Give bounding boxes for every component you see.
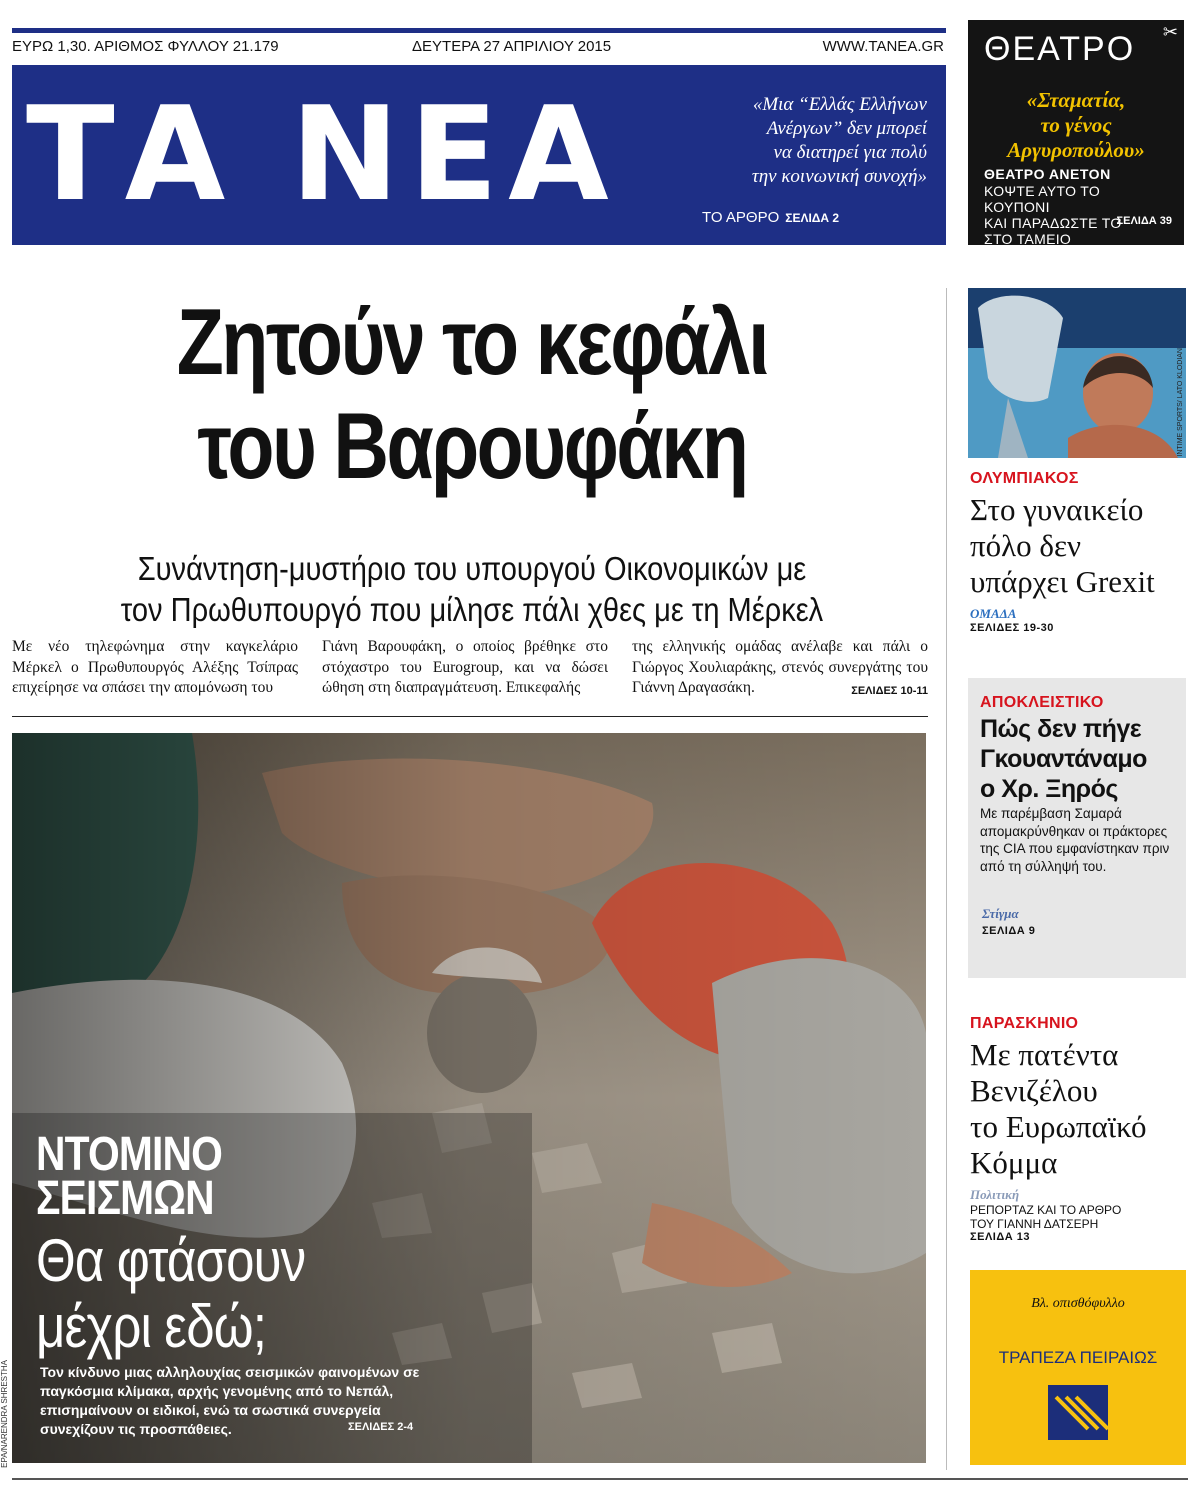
lead-text — [12, 637, 930, 703]
lead-column-2: Γιάνη Βαρουφάκη, ο οποίος βρέθηκε στο στόχαστρο του Eurogroup, και να δώσει ώθηση στη διαπραγμάτευση. Επικεφαλής — [322, 638, 608, 696]
theatre-page: ΣΕΛΙΔΑ 39 — [1116, 215, 1172, 227]
quote-line: Ανέργων” δεν μπορεί — [766, 118, 927, 139]
backstage-text — [970, 1203, 1186, 1231]
backstage-head-line: το Ευρωπαϊκό — [970, 1109, 1147, 1144]
scissors-icon: ✂ — [1162, 22, 1178, 42]
olympiacos-pages: ΣΕΛΙΔΕΣ 19-30 — [970, 622, 1054, 634]
website-link[interactable]: WWW.TANEA.GR — [822, 38, 944, 55]
exclusive-head-line: Πώς δεν πήγε — [980, 715, 1142, 743]
coupon-line: ΣΤΟ ΤΑΜΕΙΟ — [984, 231, 1072, 247]
theatre-show-title — [968, 88, 1184, 163]
top-info-line — [12, 38, 946, 60]
backstage-section: Πολιτική — [970, 1187, 1020, 1202]
backstage-text-line: ΤΟΥ ΓΙΑΝΝΗ ΔΑΤΣΕΡΗ — [970, 1217, 1099, 1231]
lead-pages: ΣΕΛΙΔΕΣ 10-11 — [851, 685, 928, 697]
backstage-head-line: Βενιζέλου — [970, 1073, 1098, 1108]
olympiacos-section: ΟΜΑΔΑ — [970, 606, 1017, 621]
exclusive-head-line: ο Χρ. Ξηρός — [980, 775, 1118, 803]
headline-line: του Βαρουφάκη — [197, 393, 747, 498]
issue-date: ΔΕΥΤΕΡΑ 27 ΑΠΡΙΛΙΟΥ 2015 — [412, 38, 612, 55]
photo-story-pages: ΣΕΛΙΔΕΣ 2-4 — [348, 1421, 414, 1433]
exclusive-tag: ΑΠΟΚΛΕΙΣΤΙΚΟ — [980, 694, 1104, 711]
coupon-line: ΚΟΨΤΕ ΑΥΤΟ ΤΟ ΚΟΥΠΟΝΙ — [984, 183, 1101, 215]
show-line: Αργυροπούλου» — [1007, 138, 1145, 162]
newspaper-logo: ΤΑ ΝΕΑ — [26, 78, 619, 230]
quote-line: «Μια “Ελλάς Ελλήνων — [752, 94, 927, 115]
backstage-pages: ΣΕΛΙΔΑ 13 — [970, 1231, 1030, 1243]
photo-headline-line: Θα φτάσουν — [36, 1227, 306, 1294]
exclusive-teaser[interactable] — [968, 678, 1186, 978]
kicker-line: ΣΕΙΣΜΩΝ — [36, 1172, 214, 1225]
theatre-venue: ΘΕΑΤΡΟ ΑΝΕΤΟΝ — [984, 166, 1111, 182]
photo-kicker — [36, 1128, 222, 1225]
backstage-text-line: ΡΕΠΟΡΤΑΖ ΚΑΙ ΤΟ ΑΡΘΡΟ — [970, 1203, 1122, 1217]
backstage-head-line: Κόμμα — [970, 1145, 1058, 1180]
exclusive-pages: ΣΕΛΙΔΑ 9 — [982, 925, 1036, 937]
masthead-quote — [672, 93, 927, 189]
olympiacos-head-line: πόλο δεν — [970, 528, 1082, 563]
backstage-tag: ΠΑΡΑΣΚΗΝΙΟ — [970, 1015, 1079, 1032]
quote-line: να διατηρεί για πολύ — [773, 142, 927, 163]
show-line: «Σταματία, — [1026, 88, 1126, 112]
exclusive-head-line: Γκουαντάναμο — [980, 745, 1147, 773]
waterpolo-photo[interactable] — [968, 288, 1186, 458]
quote-line: την κοινωνική συνοχή» — [751, 166, 927, 187]
theatre-title: ΘΕΑΤΡΟ — [984, 30, 1136, 68]
bottom-rule — [12, 1478, 1188, 1480]
subhead-line: τον Πρωθυπουργό που μίλησε πάλι χθες με τη Μέρκελ — [120, 591, 824, 628]
headline-line: Ζητούν το κεφάλι — [176, 289, 768, 394]
ad-see-backpage: Βλ. οπισθόφυλλο — [1031, 1296, 1125, 1311]
kicker-line: ΝΤΟΜΙΝΟ — [36, 1128, 222, 1181]
backstage-head-line: Με πατέντα — [970, 1037, 1119, 1072]
bank-logo-icon — [1048, 1385, 1108, 1440]
exclusive-text: Με παρέμβαση Σαμαρά απομακρύνθηκαν οι πράκτορες της CIA που εμφανίστηκαν πριν από τη σύλληψή του. — [980, 806, 1170, 874]
main-headline[interactable] — [95, 290, 849, 498]
lead-column-1: Με νέο τηλεφώνημα στην καγκελάριο Μέρκελ ο Πρωθυπουργός Αλέξης Τσίπρας επιχείρησε να σπάσει την απομόνωση του — [12, 638, 298, 696]
backstage-headline — [970, 1037, 1186, 1181]
olympiacos-headline — [970, 492, 1186, 600]
masthead-banner — [12, 65, 946, 245]
photo-headline — [36, 1228, 305, 1360]
backstage-teaser[interactable] — [970, 1015, 1186, 1243]
column-divider — [946, 288, 947, 1470]
show-line: το γένος — [1040, 113, 1112, 137]
article-ref-label: ΤΟ ΑΡΘΡΟ — [702, 209, 780, 226]
trophy-player-photo — [968, 288, 1186, 458]
olympiacos-head-line: υπάρχει Grexit — [970, 564, 1155, 599]
lead-column-3 — [632, 637, 928, 702]
price-issue: ΕΥΡΩ 1,30. ΑΡΙΘΜΟΣ ΦΥΛΛΟΥ 21.179 — [12, 38, 279, 55]
photo-credit: EPA/NARENDRA SHRESTHA — [0, 1360, 9, 1468]
coupon-line: ΚΑΙ ΠΑΡΑΔΩΣΤΕ ΤΟ — [984, 215, 1122, 231]
article-ref-page: ΣΕΛΙΔΑ 2 — [785, 211, 840, 225]
side-photo-credit: INTIME SPORTS/ LATO KLODIAN — [1177, 348, 1184, 457]
exclusive-section: Στίγμα — [982, 906, 1019, 921]
theatre-promo[interactable] — [968, 20, 1184, 245]
photo-story-text: Τον κίνδυνο μιας αλληλουχίας σεισμικών φαινομένων σε παγκόσμια κλίμακα, αρχής γενομένης από το Νεπάλ, επισημαίνουν οι ειδικοί, ενώ τα σωστικά συνεργεία συνεχίζουν τις προσπάθειες. — [40, 1364, 420, 1437]
article-reference[interactable] — [702, 209, 932, 226]
earthquake-photo-story[interactable] — [12, 733, 926, 1463]
main-subheadline — [67, 548, 877, 630]
bank-ad[interactable] — [970, 1270, 1186, 1465]
subhead-line: Συνάντηση-μυστήριο του υπουργού Οικονομικών με — [137, 550, 807, 587]
section-divider — [12, 716, 928, 717]
olympiacos-head-line: Στο γυναικείο — [970, 492, 1144, 527]
olympiacos-teaser[interactable] — [970, 470, 1186, 634]
top-rule — [12, 28, 946, 33]
olympiacos-tag: ΟΛΥΜΠΙΑΚΟΣ — [970, 470, 1079, 487]
lead-column-3-text: της ελληνικής ομάδας ανέλαβε και πάλι ο Γιώργος Χουλιαράκης, στενός συνεργάτης του Γιάννη Δραγασάκη. — [632, 638, 928, 696]
exclusive-headline — [980, 714, 1180, 804]
photo-headline-line: μέχρι εδώ; — [36, 1293, 267, 1360]
ad-bank-name: ΤΡΑΠΕΖΑ ΠΕΙΡΑΙΩΣ — [998, 1348, 1158, 1367]
